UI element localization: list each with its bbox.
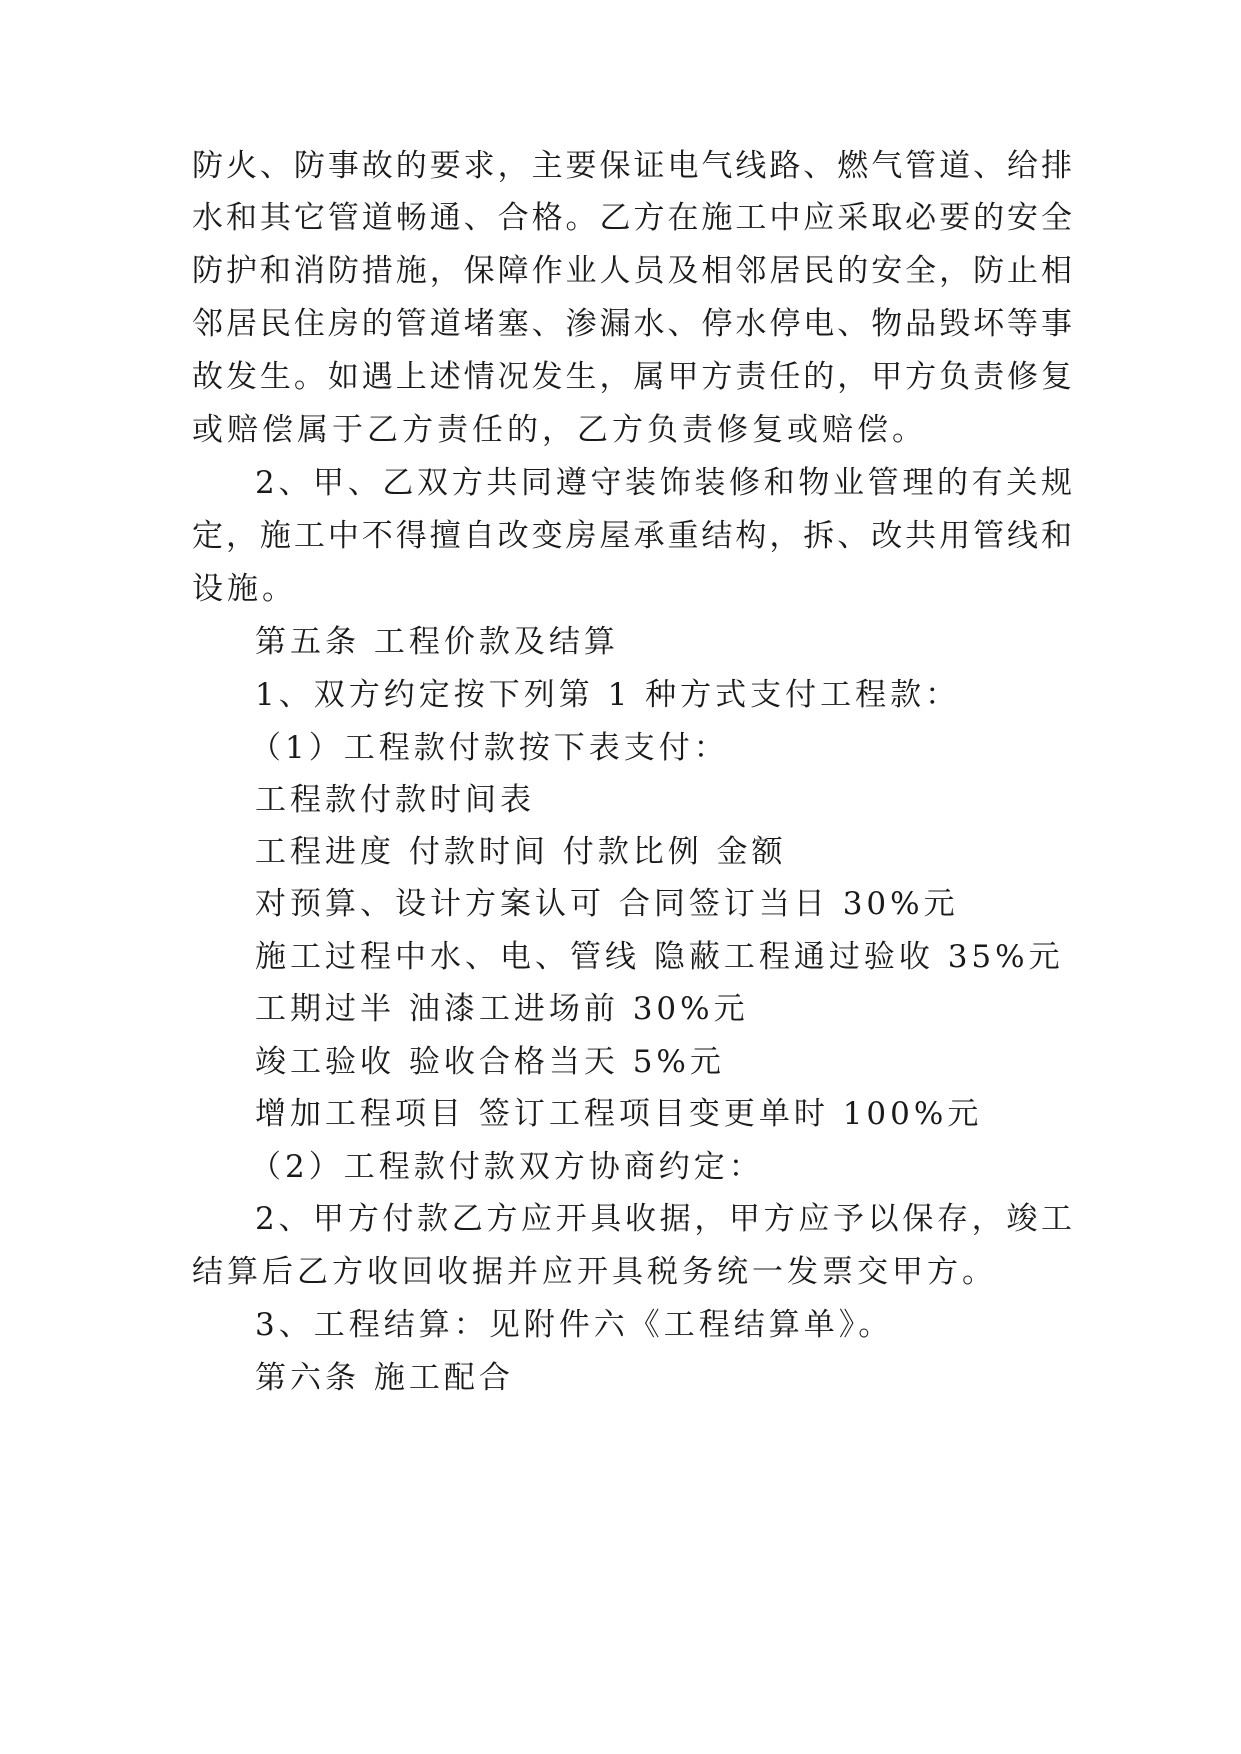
section-heading: 第六条 施工配合: [255, 1360, 514, 1396]
paragraph-line: （2）工程款付款双方协商约定：: [250, 1149, 764, 1185]
table-row: 对预算、设计方案认可 合同签订当日 30%元: [255, 886, 959, 922]
section-heading: 第五条 工程价款及结算: [255, 624, 619, 660]
paragraph-line: 或赔偿属于乙方责任的，乙方负责修复或赔偿。: [192, 412, 927, 448]
paragraph-line: 1、双方约定按下列第 1 种方式支付工程款：: [255, 677, 961, 713]
paragraph-line: 2、甲、乙双方共同遵守装饰装修和物业管理的有关规: [255, 465, 1072, 501]
paragraph-line: 3、工程结算：见附件六《工程结算单》。: [255, 1307, 894, 1343]
paragraph-line: 结算后乙方收回收据并应开具税务统一发票交甲方。: [192, 1254, 997, 1290]
table-row: 施工过程中水、电、管线 隐蔽工程通过验收 35%元: [255, 939, 1064, 975]
paragraph-line: 设施。: [192, 571, 297, 607]
paragraph-line: 水和其它管道畅通、合格。乙方在施工中应采取必要的安全: [192, 200, 1072, 236]
table-row: 竣工验收 验收合格当天 5%元: [255, 1044, 725, 1080]
paragraph-line: 2、甲方付款乙方应开具收据，甲方应予以保存，竣工: [255, 1201, 1072, 1237]
paragraph-line: 定，施工中不得擅自改变房屋承重结构，拆、改共用管线和: [192, 518, 1072, 554]
table-row: 工期过半 油漆工进场前 30%元: [255, 991, 749, 1027]
table-header-row: 工程进度 付款时间 付款比例 金额: [255, 834, 787, 870]
paragraph-line: 防护和消防措施，保障作业人员及相邻居民的安全，防止相: [192, 253, 1072, 289]
paragraph-line: 故发生。如遇上述情况发生，属甲方责任的，甲方负责修复: [192, 359, 1072, 395]
table-caption: 工程款付款时间表: [255, 782, 535, 818]
table-row: 增加工程项目 签订工程项目变更单时 100%元: [255, 1096, 983, 1132]
paragraph-line: （1）工程款付款按下表支付：: [250, 730, 729, 766]
paragraph-line: 邻居民住房的管道堵塞、渗漏水、停水停电、物品毁坏等事: [192, 306, 1072, 342]
paragraph-line: 防火、防事故的要求，主要保证电气线路、燃气管道、给排: [192, 148, 1072, 184]
